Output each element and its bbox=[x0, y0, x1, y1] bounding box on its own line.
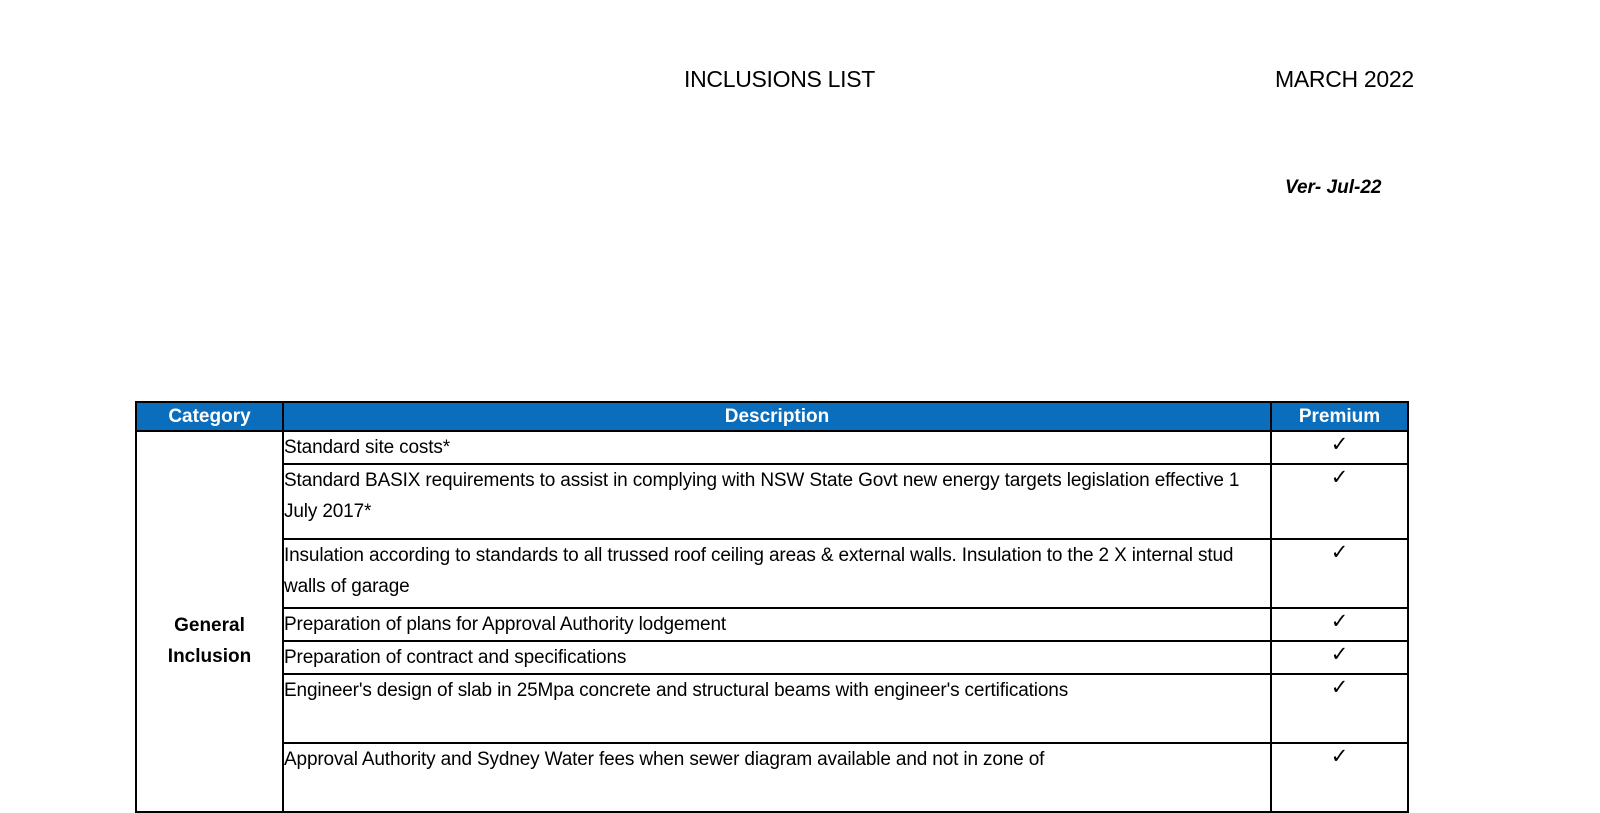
column-header-premium: Premium bbox=[1271, 402, 1408, 431]
checkmark-icon: ✓ bbox=[1330, 433, 1349, 456]
premium-cell bbox=[1271, 674, 1408, 743]
description-cell: Preparation of plans for Approval Authority lodgement bbox=[283, 608, 1271, 641]
table-row bbox=[136, 539, 1408, 608]
table-header-row bbox=[136, 402, 1408, 431]
table-row bbox=[136, 464, 1408, 539]
description-cell: Insulation according to standards to all trussed roof ceiling areas & external walls. Insulation to the 2 X internal stud walls of garage bbox=[283, 539, 1271, 608]
description-cell: Standard BASIX requirements to assist in complying with NSW State Govt new energy targets legislation effective 1 July 2017* bbox=[283, 464, 1271, 539]
table-row bbox=[136, 608, 1408, 641]
description-cell: Engineer's design of slab in 25Mpa concrete and structural beams with engineer's certifications bbox=[283, 674, 1271, 743]
document-version: Ver- Jul-22 bbox=[1285, 177, 1382, 198]
checkmark-icon: ✓ bbox=[1330, 676, 1349, 699]
description-cell: Standard site costs* bbox=[283, 431, 1271, 464]
category-cell bbox=[136, 431, 283, 812]
table-row bbox=[136, 674, 1408, 743]
category-label: General Inclusion bbox=[167, 614, 252, 667]
column-header-category: Category bbox=[136, 402, 283, 431]
checkmark-icon: ✓ bbox=[1330, 745, 1349, 768]
checkmark-icon: ✓ bbox=[1330, 610, 1349, 633]
checkmark-icon: ✓ bbox=[1330, 541, 1349, 564]
checkmark-icon: ✓ bbox=[1330, 643, 1349, 666]
document-date: MARCH 2022 bbox=[1275, 66, 1414, 92]
premium-cell bbox=[1271, 641, 1408, 674]
table-row bbox=[136, 743, 1408, 812]
table-row bbox=[136, 431, 1408, 464]
document-title: INCLUSIONS LIST bbox=[684, 66, 876, 92]
premium-cell bbox=[1271, 464, 1408, 539]
premium-cell bbox=[1271, 539, 1408, 608]
table-row bbox=[136, 641, 1408, 674]
checkmark-icon: ✓ bbox=[1330, 466, 1349, 489]
premium-cell bbox=[1271, 743, 1408, 812]
premium-cell bbox=[1271, 431, 1408, 464]
inclusions-table bbox=[135, 401, 1409, 813]
description-cell: Preparation of contract and specifications bbox=[283, 641, 1271, 674]
description-cell: Approval Authority and Sydney Water fees when sewer diagram available and not in zone of bbox=[283, 743, 1271, 812]
premium-cell bbox=[1271, 608, 1408, 641]
column-header-description: Description bbox=[283, 402, 1271, 431]
